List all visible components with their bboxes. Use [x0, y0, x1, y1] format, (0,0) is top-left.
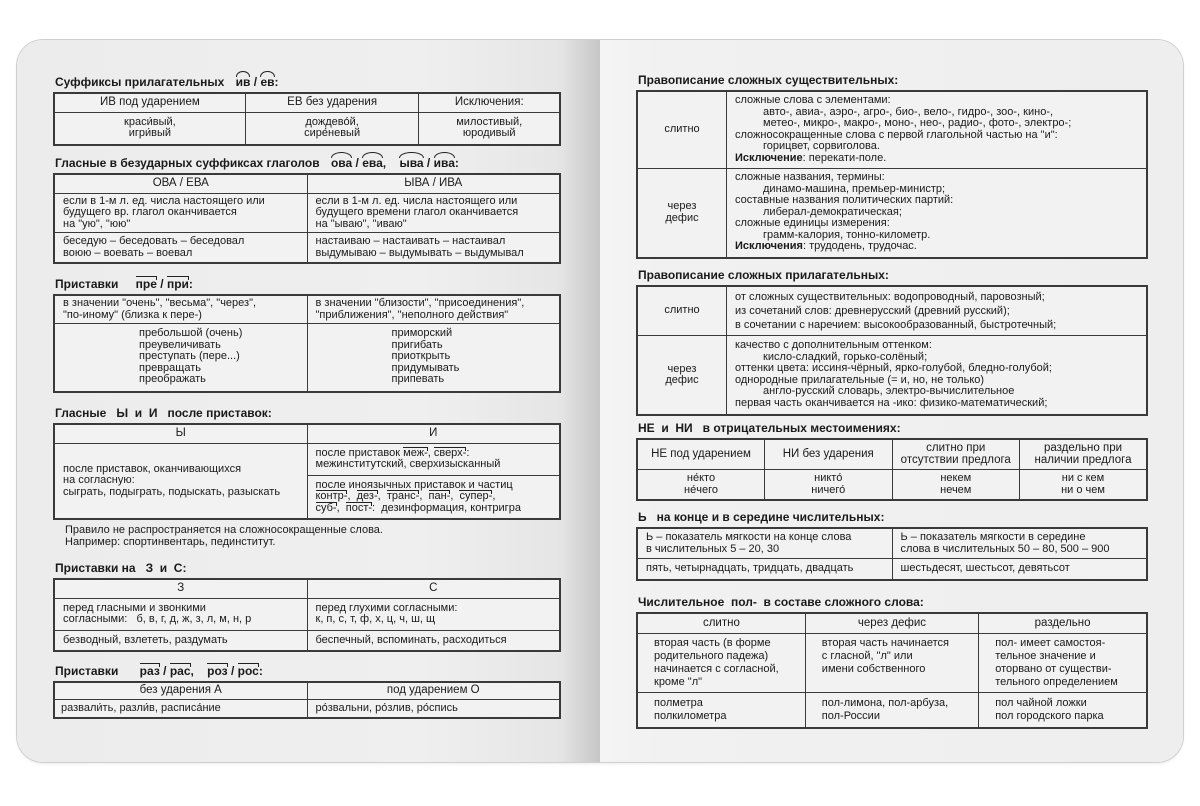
table-header: ЫВА / ИВА	[307, 174, 560, 193]
table-cell: качество с дополнительным оттенком: кисло-сладкий, горько-солёный; оттенки цвета: иссиня-чёрный, ярко-голубой, бледно-голубой; однородные прилагательные (= и, но, не только) англо-русский словарь, электро-вычислительное первая часть оканчивается на -ико: физико-математический;	[727, 336, 1148, 416]
right-page	[600, 40, 1183, 762]
table-header: слитно	[637, 613, 805, 634]
table-cell: Ь – показатель мягкости в середине слова в числительных 50 – 80, 500 – 900	[892, 528, 1147, 559]
section-title: Суффиксы прилагательных ив / ев:	[55, 75, 279, 89]
table-header: И	[307, 424, 560, 443]
section-title: НЕ и НИ в отрицательных местоимениях:	[638, 421, 901, 435]
table-cell: пол чайной ложки пол городского парка	[979, 693, 1147, 729]
table-cell: беседую – беседовать – беседовал воюю – воевать – воевал	[54, 233, 307, 264]
section-title: Приставки раз / рас, роз / рос:	[55, 664, 263, 678]
table-cell: после приставок, оканчивающихся на согласную: сыграть, подыграть, подыскать, разыскать	[54, 443, 307, 519]
prefix-mark: дез-	[356, 490, 378, 502]
table-cell: некем нечем	[892, 470, 1020, 501]
table-cell: слитно	[637, 286, 727, 336]
table-cell: перед гласными и звонкими согласными: б, в, г, д, ж, з, л, м, н, р	[54, 598, 307, 630]
pol-numeral-table	[636, 612, 1148, 729]
table-cell: никто́ ничего́	[765, 470, 893, 501]
table-cell: беспечный, вспоминать, расходиться	[307, 630, 560, 651]
pol-numeral-section	[636, 595, 1148, 729]
table-cell: если в 1-м л. ед. числа настоящего или будущего времени глагол оканчивается на "ываю", "иваю"	[307, 193, 560, 233]
suffix-mark: ева	[362, 156, 383, 170]
table-header: под ударением О	[307, 682, 560, 699]
section-title: Правописание сложных существительных:	[638, 73, 899, 87]
z-s-prefixes-section	[53, 561, 561, 652]
table-header: З	[54, 579, 307, 598]
table-cell: вторая часть начинается с гласной, "л" или имени собственного	[805, 634, 978, 693]
table-cell: в значении "близости", "присоединения", "приближения", "неполного действия"	[307, 295, 560, 324]
y-i-after-prefixes-section	[53, 406, 561, 548]
table-cell: сложные слова с элементами: авто-, авиа-, аэро-, агро-, био-, вело-, гидро-, зоо-, кино-, метео-, микро-, макро-, моно-, нео-, радио-, фото-, электро-; сложносокращенные слова с первой глагольной частью на "и": горицвет, сорвиголова. Исключение: перекати-поле.	[727, 91, 1148, 169]
suffix-mark: ива	[433, 156, 455, 170]
adjective-suffixes-section	[53, 73, 561, 146]
compound-adjectives-section	[636, 268, 1148, 416]
table-cell: в значении "очень", "весьма", "через", "по-иному" (близка к пере-)	[54, 295, 307, 324]
verb-suffixes-table	[53, 173, 561, 264]
table-header: раздельно	[979, 613, 1147, 634]
table-header: НИ без ударения	[765, 439, 893, 470]
pre-pri-prefixes-section	[53, 277, 561, 393]
prefix-mark: рос	[237, 664, 259, 678]
table-header: раздельно при наличии предлога	[1020, 439, 1148, 470]
prefix-mark: при	[166, 277, 189, 291]
table-header: слитно при отсутствии предлога	[892, 439, 1020, 470]
table-cell: краси́вый, игри́вый	[54, 112, 245, 145]
table-cell: пол- имеет самостоя- тельное значение и оторвано от существи- тельного определением	[979, 634, 1147, 693]
prefix-mark: пан-	[428, 490, 451, 502]
table-cell: настаиваю – настаивать – настаивал выдумываю – выдумывать – выдумывал	[307, 233, 560, 264]
prefix-mark: рас	[169, 664, 191, 678]
left-page	[17, 40, 600, 762]
raz-ras-prefixes-section	[53, 664, 561, 719]
prefix-mark: транс-	[386, 490, 420, 502]
section-title: Числительное пол- в составе сложного слова:	[638, 595, 924, 609]
table-header: Исключения:	[419, 93, 560, 112]
table-cell: не́кто не́чего	[637, 470, 765, 501]
section-title: Приставки на З и С:	[55, 561, 187, 575]
y-i-table	[53, 423, 561, 520]
table-cell: пребольшой (очень) преувеличивать преступать (пере...) превращать преображать	[54, 324, 307, 392]
section-title: Гласные Ы и И после приставок:	[55, 406, 272, 420]
suffix-mark: ив	[235, 75, 251, 89]
table-cell: безводный, взлететь, раздумать	[54, 630, 307, 651]
table-cell: пять, четырнадцать, тридцать, двадцать	[637, 559, 892, 580]
table-cell: перед глухими согласными: к, п, с, т, ф, х, ц, ч, ш, щ	[307, 598, 560, 630]
prefix-mark: суб-	[315, 501, 337, 514]
table-cell: шестьдесят, шестьсот, девятьсот	[892, 559, 1147, 580]
prefix-mark: роз	[207, 664, 228, 678]
table-cell: милостивый, юродивый	[419, 112, 560, 145]
section-title: Ь на конце и в середине числительных:	[638, 510, 885, 524]
open-book	[17, 40, 1183, 762]
table-cell: приморский пригибать приоткрыть придумывать припевать	[307, 324, 560, 392]
table-cell: сложные названия, термины: динамо-машина, премьер-министр; составные названия политических партий: либерал-демократическая; сложные единицы измерения: грамм-калория, тонно-километр. Исключения: трудодень, трудочас.	[727, 169, 1148, 258]
table-header: Ы	[54, 424, 307, 443]
table-cell: ро́звальни, ро́злив, ро́спись	[307, 699, 560, 718]
table-cell: вторая часть (в форме родительного падежа) начинается с согласной, кроме "л"	[637, 634, 805, 693]
suffix-mark: ыва	[399, 156, 424, 170]
table-header: через дефис	[805, 613, 978, 634]
table-cell: слитно	[637, 91, 727, 169]
adjective-suffixes-table	[53, 92, 561, 146]
table-header: без ударения А	[54, 682, 307, 699]
table-header: НЕ под ударением	[637, 439, 765, 470]
soft-sign-numerals-section	[636, 510, 1148, 581]
prefix-mark: сверх-	[433, 446, 467, 459]
verb-suffixes-section	[53, 154, 561, 264]
prefix-mark: раз	[139, 664, 160, 678]
suffix-mark: ова	[330, 156, 353, 170]
table-cell: полметра полкилометра	[637, 693, 805, 729]
z-s-table	[53, 578, 561, 652]
suffix-mark: ев	[260, 75, 275, 89]
section-title: Приставки пре / при:	[55, 277, 193, 291]
table-header: ИВ под ударением	[54, 93, 245, 112]
table-cell: от сложных существительных: водопроводный, паровозный; из сочетаний слов: древнерусский (древний русский); в сочетании с наречием: высокообразованный, быстротечный;	[727, 286, 1148, 336]
prefix-mark: контр-	[315, 490, 348, 502]
compound-adjectives-table	[636, 285, 1148, 416]
table-cell: после приставок меж-, сверх-: межинститутский, сверхизысканный	[307, 443, 560, 475]
prefix-mark: меж-	[403, 446, 428, 459]
table-cell: ни с кем ни о чем	[1020, 470, 1148, 501]
table-cell: если в 1-м л. ед. числа настоящего или будущего вр. глагол оканчивается на "ую", "юю"	[54, 193, 307, 233]
prefix-mark: пост-	[345, 501, 373, 514]
compound-nouns-section	[636, 73, 1148, 259]
ne-ni-pronouns-section	[636, 421, 1148, 501]
table-cell: через дефис	[637, 169, 727, 258]
compound-nouns-table	[636, 90, 1148, 259]
section-title: Гласные в безударных суффиксах глаголов ова / ева, ыва / ива:	[55, 156, 459, 170]
table-cell: после иноязычных приставок и частиц контр-, дез-, транс-, пан-, супер-, суб-, пост-: дезинформация, контригра	[307, 475, 560, 519]
table-header: С	[307, 579, 560, 598]
prefix-mark: пре	[135, 277, 157, 291]
table-cell: через дефис	[637, 336, 727, 416]
soft-sign-table	[636, 527, 1148, 581]
book-spine-shadow	[562, 40, 600, 762]
raz-ras-table	[53, 681, 561, 719]
ne-ni-table	[636, 438, 1148, 501]
table-cell: Ь – показатель мягкости на конце слова в числительных 5 – 20, 30	[637, 528, 892, 559]
table-header: ЕВ без ударения	[245, 93, 419, 112]
table-cell: пол-лимона, пол-арбуза, пол-России	[805, 693, 978, 729]
table-cell: развали́ть, разли́в, расписа́ние	[54, 699, 307, 718]
table-header: ОВА / ЕВА	[54, 174, 307, 193]
rule-note: Правило не распространяется на сложносокращенные слова. Например: спортинвентарь, пединститут.	[65, 524, 383, 548]
section-title: Правописание сложных прилагательных:	[638, 268, 889, 282]
pre-pri-table	[53, 294, 561, 393]
prefix-mark: супер-	[459, 490, 493, 502]
table-cell: дождево́й, сире́невый	[245, 112, 419, 145]
